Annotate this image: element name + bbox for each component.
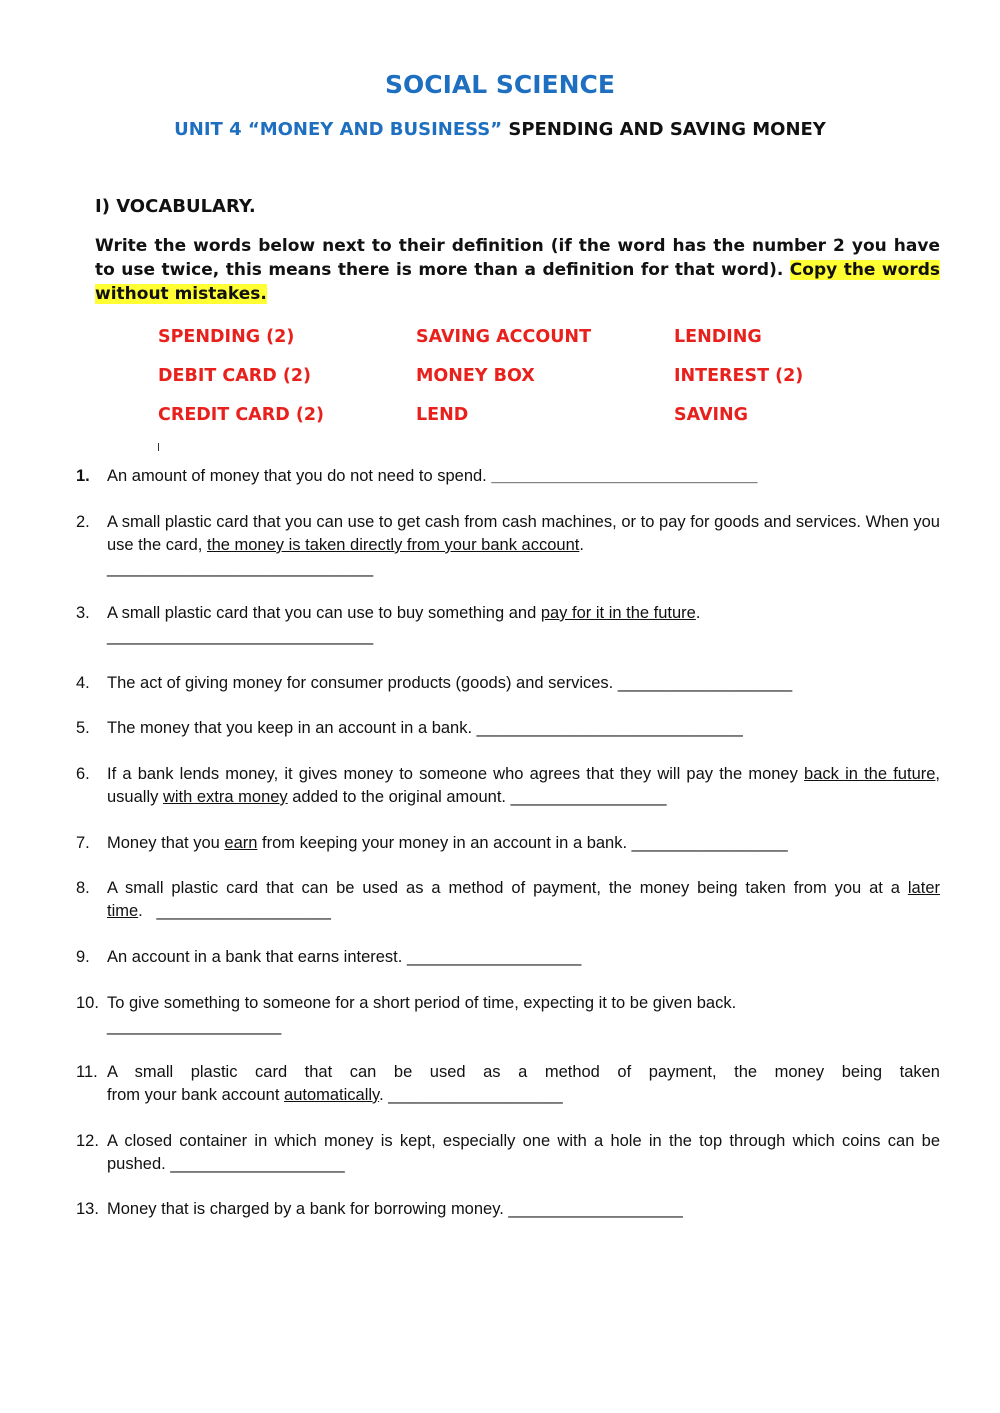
answer-blank[interactable]: _____________________________ [107,627,374,645]
question-text: The act of giving money for consumer products (goods) and services. [107,674,618,692]
question-text: An account in a bank that earns interest. [107,948,407,966]
answer-blank[interactable]: _____________________________ [476,719,743,737]
underlined-phrase: pay for it in the future [540,604,696,622]
question-text-end: from keeping your money in an account in a bank. [257,834,632,852]
question-text: A small plastic card that can be used as a method of payment, the money being taken from you at a [107,879,908,897]
question-3 [76,602,940,648]
word-bank [158,326,858,427]
instructions-highlight: Copy the words without mistakes. [95,260,940,304]
word-bank-item: SPENDING (2) [158,327,295,347]
question-number: 12. [76,1132,99,1150]
answer-blank[interactable]: ___________________ [617,674,793,692]
question-number: 4. [76,674,90,692]
lesson-name: SPENDING AND SAVING MONEY [502,119,826,140]
answer-blank[interactable]: ___________________ [406,948,582,966]
answer-blank[interactable]: ___________________ [388,1086,563,1104]
question-number: 8. [76,879,90,897]
question-number: 7. [76,834,90,852]
question-text: A small plastic card that you can use to get cash from cash machines, or to pay for goods and services. When you use the card, [107,513,940,554]
question-number: 1. [76,467,90,485]
question-10 [76,992,940,1038]
question-text-end: . [695,604,701,622]
underlined-phrase: back in the future [804,765,936,783]
question-4 [76,672,940,695]
question-text-line2: from your bank account [107,1086,285,1104]
question-text-end: . [579,536,584,554]
underlined-phrase: earn [224,834,258,852]
question-text: The money that you keep in an account in a bank. [107,719,477,737]
underlined-phrase: later time [107,879,940,920]
answer-blank[interactable]: ___________________ [156,902,331,920]
question-text: A small plastic card that you can use to buy something and [107,604,541,622]
question-text-end: . [138,902,157,920]
section-heading: I) VOCABULARY. [95,196,256,217]
question-text-end: added to the original amount. [287,788,511,806]
word-bank-item: CREDIT CARD (2) [158,405,324,425]
question-number: 3. [76,604,90,622]
underlined-phrase: the money is taken directly from your bank account [206,536,580,554]
question-12 [76,1130,940,1176]
question-number: 6. [76,765,90,783]
unit-name: UNIT 4 “MONEY AND BUSINESS” [174,119,503,140]
instructions-text: Write the words below next to their definition (if the word has the number 2 you have to use twice, this means there is more than a definition for that word). [95,236,940,280]
question-number: 11. [76,1063,98,1081]
stray-mark [158,443,159,451]
question-8 [76,877,940,923]
page-title: SOCIAL SCIENCE [385,70,615,99]
question-text: Money that you [107,834,225,852]
question-text-end: . [379,1086,389,1104]
question-number: 13. [76,1200,99,1218]
word-bank-item: LENDING [674,327,762,347]
question-text: A closed container in which money is kept, especially one with a hole in the top through which coins can be pushed. [107,1132,940,1173]
word-bank-item: INTEREST (2) [674,366,804,386]
underlined-phrase: automatically [284,1086,380,1104]
unit-subtitle [0,119,1000,140]
question-5 [76,717,940,740]
answer-blank[interactable]: _________________ [510,788,667,806]
question-text: If a bank lends money, it gives money to someone who agrees that they will pay the money [107,765,805,783]
word-bank-item: SAVING ACCOUNT [416,327,592,347]
question-number: 10. [76,994,99,1012]
question-text-mid: , usually [107,765,941,806]
instructions [95,234,940,306]
question-9 [76,946,940,969]
question-7 [76,832,940,855]
question-2 [76,511,940,580]
question-number: 9. [76,948,90,966]
word-bank-item: SAVING [674,405,749,425]
question-11 [76,1061,940,1107]
question-text: An amount of money that you do not need to spend. [107,467,492,485]
question-1 [76,465,940,488]
question-text: A small plastic card that can be used as a method of payment, the money being taken [107,1063,940,1081]
word-bank-item: MONEY BOX [416,366,535,386]
answer-blank[interactable]: _____________________________ [491,467,758,485]
answer-blank[interactable]: ___________________ [170,1155,345,1173]
word-bank-item: DEBIT CARD (2) [158,366,312,386]
answer-blank[interactable]: _____________________________ [107,559,374,577]
question-text: Money that is charged by a bank for borrowing money. [107,1200,509,1218]
word-bank-item: LEND [416,405,469,425]
question-6 [76,763,940,809]
question-text: To give something to someone for a short period of time, expecting it to be given back. [107,994,737,1012]
answer-blank[interactable]: ___________________ [107,1017,282,1035]
answer-blank[interactable]: ___________________ [508,1200,683,1218]
answer-blank[interactable]: _________________ [631,834,788,852]
question-number: 5. [76,719,90,737]
question-number: 2. [76,513,90,531]
underlined-phrase: with extra money [162,788,288,806]
question-13 [76,1198,940,1221]
